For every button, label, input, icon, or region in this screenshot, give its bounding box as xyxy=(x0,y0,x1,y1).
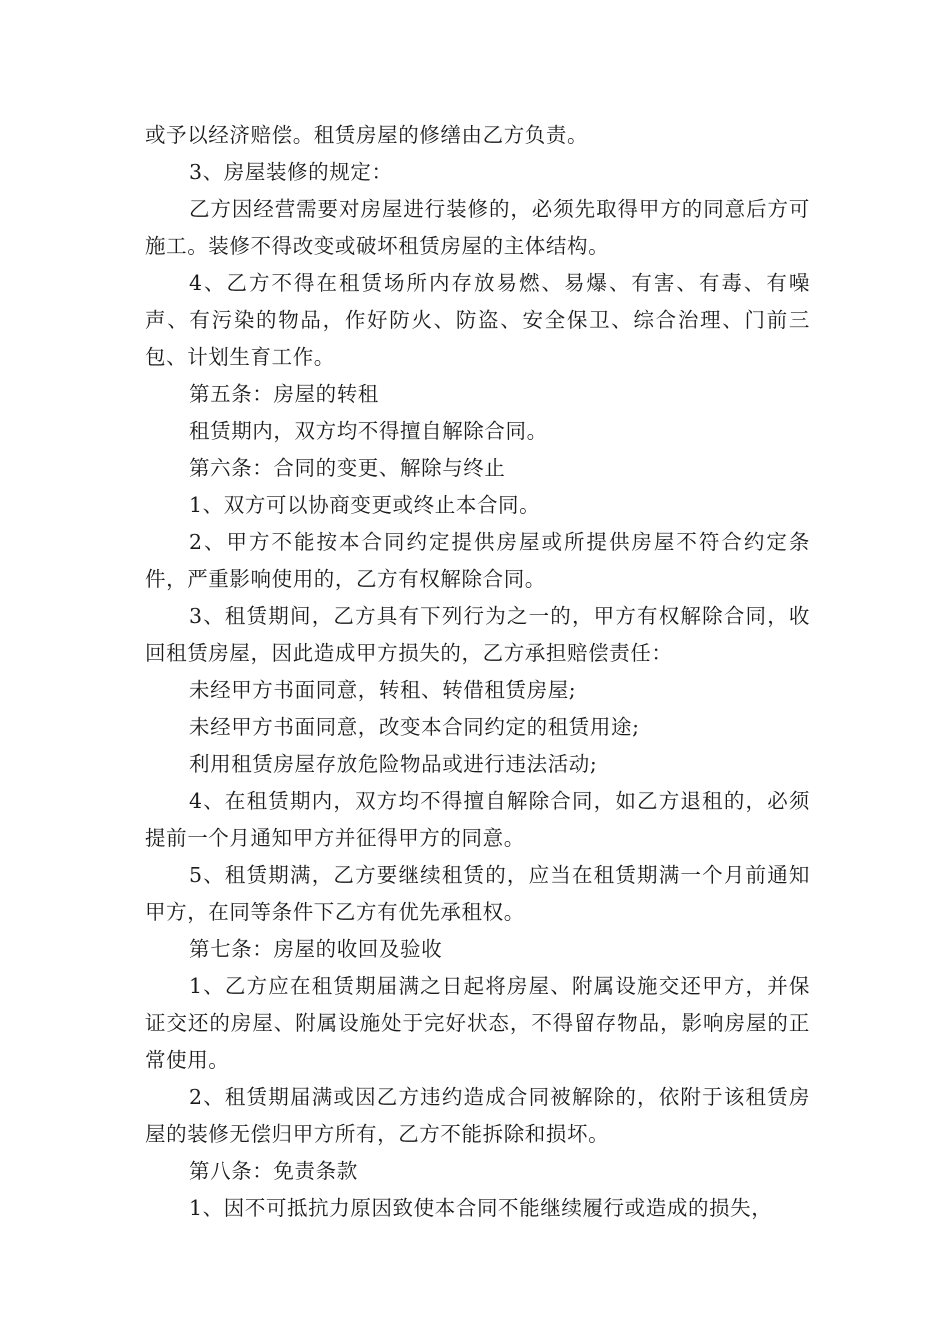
paragraph: 乙方因经营需要对房屋进行装修的，必须先取得甲方的同意后方可施工。装修不得改变或破坏租赁房屋的主体结构。 xyxy=(145,197,810,258)
section-heading: 第七条：房屋的收回及验收 xyxy=(189,937,443,961)
paragraph: 租赁期内，双方均不得擅自解除合同。 xyxy=(189,419,548,443)
paragraph: 3、租赁期间，乙方具有下列行为之一的，甲方有权解除合同，收回租赁房屋，因此造成甲方损失的，乙方承担赔偿责任： xyxy=(145,604,810,665)
paragraph: 1、乙方应在租赁期届满之日起将房屋、附属设施交还甲方，并保证交还的房屋、附属设施处于完好状态，不得留存物品，影响房屋的正常使用。 xyxy=(145,974,810,1072)
paragraph: 未经甲方书面同意，改变本合同约定的租赁用途; xyxy=(189,715,640,739)
paragraph: 3、房屋装修的规定： xyxy=(189,160,393,184)
paragraph: 5、租赁期满，乙方要继续租赁的，应当在租赁期满一个月前通知甲方，在同等条件下乙方有优先承租权。 xyxy=(145,863,810,924)
paragraph: 未经甲方书面同意，转租、转借租赁房屋; xyxy=(189,678,577,702)
paragraph: 2、甲方不能按本合同约定提供房屋或所提供房屋不符合约定条件，严重影响使用的，乙方有权解除合同。 xyxy=(145,530,810,591)
paragraph: 4、在租赁期内，双方均不得擅自解除合同，如乙方退租的，必须提前一个月通知甲方并征得甲方的同意。 xyxy=(145,789,810,850)
paragraph: 4、乙方不得在租赁场所内存放易燃、易爆、有害、有毒、有噪声、有污染的物品，作好防火、防盗、安全保卫、综合治理、门前三包、计划生育工作。 xyxy=(145,271,810,369)
section-heading: 第六条：合同的变更、解除与终止 xyxy=(189,456,506,480)
paragraph: 或予以经济赔偿。租赁房屋的修缮由乙方负责。 xyxy=(145,123,589,147)
section-heading: 第八条：免责条款 xyxy=(189,1159,358,1183)
paragraph: 1、双方可以协商变更或终止本合同。 xyxy=(189,493,541,517)
paragraph: 利用租赁房屋存放危险物品或进行违法活动; xyxy=(189,752,598,776)
paragraph: 1、因不可抵抗力原因致使本合同不能继续履行或造成的损失， xyxy=(189,1196,773,1220)
paragraph: 2、租赁期届满或因乙方违约造成合同被解除的，依附于该租赁房屋的装修无偿归甲方所有，乙方不能拆除和损坏。 xyxy=(145,1085,810,1146)
section-heading: 第五条：房屋的转租 xyxy=(189,382,379,406)
document-body xyxy=(145,117,810,1227)
